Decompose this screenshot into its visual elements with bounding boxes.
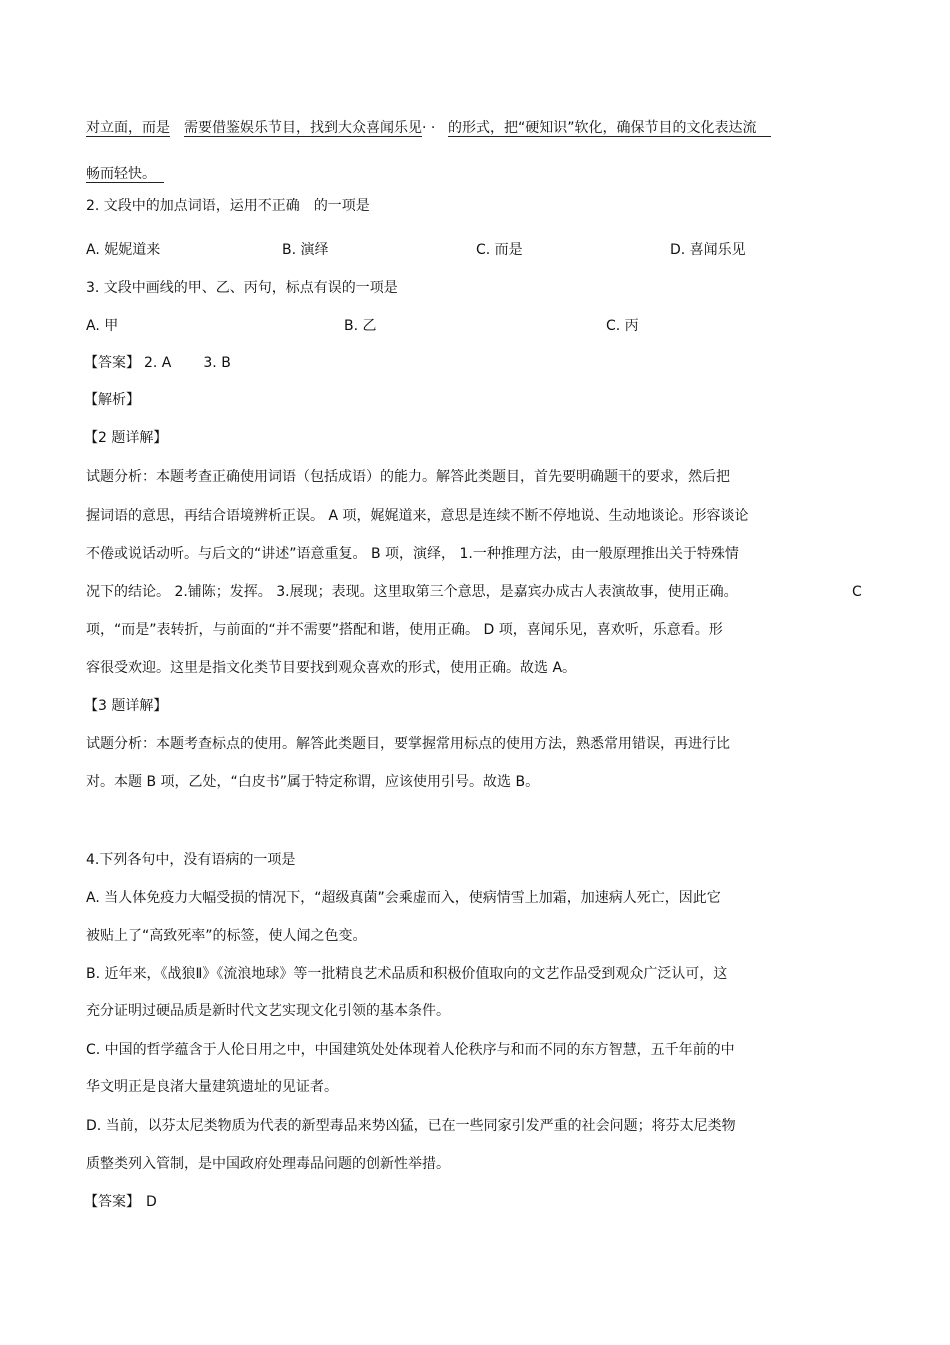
detail-3-line: 试题分析：本题考查标点的使用。解答此类题目，要掌握常用标点的使用方法，熟悉常用错误，再进行比 [86,736,730,752]
question-4-line: 质整类列入管制，是中国政府处理毒品问题的创新性举措。 [86,1156,450,1172]
question-4-line: B. 近年来，《战狼Ⅱ》《流浪地球》等一批精良艺术品质和积极价值取向的文艺作品受到观众广泛认可，这 [86,966,728,982]
detail-2-line: 况下的结论。 2.铺陈；发挥。 3.展现；表现。这里取第三个意思，是嘉宾办成古人表演故事，使用正确。 [86,584,738,600]
detail-2-line: 握词语的意思，再结合语境辨析正误。 A 项，娓娓道来，意思是连续不断不停地说、生动地谈论。形容谈论 [86,508,749,524]
detail-2-line: 项，“而是”表转折，与前面的“并不需要”搭配和谐，使用正确。 D 项，喜闻乐见，喜欢听，乐意看。形 [86,622,723,638]
analysis-heading: 【解析】 [84,392,140,408]
question-2-option-a: A. 妮妮道来 [86,242,161,258]
detail-3-title: 【3 题详解】 [84,698,168,714]
passage-segment-underlined: 需要借鉴娱乐节目，找到大众喜闻乐见 [184,120,422,136]
passage-segment: 对立面，而是 [86,120,170,136]
passage-segment-underlined: 的形式，把“硬知识”软化，确保节目的文化表达流 [448,120,771,137]
answer-line-2: 【答案】 D [84,1194,157,1210]
detail-2-line: 容很受欢迎。这里是指文化类节目要找到观众喜欢的形式，使用正确。故选 A。 [86,660,577,676]
question-3-stem: 3. 文段中画线的甲、乙、丙句，标点有误的一项是 [86,280,398,296]
passage-line-2: 畅而轻快。 [86,164,164,184]
question-4-line: C. 中国的哲学蕴含于人伦日用之中，中国建筑处处体现着人伦秩序与和而不同的东方智慧，五千年前的中 [86,1042,735,1058]
detail-2-title: 【2 题详解】 [84,430,168,446]
question-2-option-b: B. 演绎 [282,242,329,258]
detail-2-line: 试题分析：本题考查正确使用词语（包括成语）的能力。解答此类题目，首先要明确题干的要求，然后把 [86,469,730,485]
detail-2-line-c-letter: C [852,584,862,600]
question-3-option-b: B. 乙 [344,318,377,334]
detail-3-line: 对。本题 B 项，乙处，“白皮书”属于特定称谓，应该使用引号。故选 B。 [86,774,540,790]
question-2-option-d: D. 喜闻乐见 [670,242,746,258]
question-4-line: A. 当人体免疫力大幅受损的情况下，“超级真菌”会乘虚而入，使病情雪上加霜，加速病人死亡，因此它 [86,890,721,906]
question-3-option-c: C. 丙 [606,318,639,334]
emphasis-dots: · · [422,120,436,136]
question-4-line: 充分证明过硬品质是新时代文艺实现文化引领的基本条件。 [86,1003,450,1019]
question-4-line: 被贴上了“高致死率”的标签，使人闻之色变。 [86,928,367,944]
question-4-line: D. 当前，以芬太尼类物质为代表的新型毒品来势凶猛，已在一些同家引发严重的社会问题；将芬太尼类物 [86,1118,736,1134]
question-2-stem: 2. 文段中的加点词语，运用不正确 的一项是 [86,198,370,214]
question-4-line: 华文明正是良渚大量建筑遗址的见证者。 [86,1079,338,1095]
question-2-option-c: C. 而是 [476,242,523,258]
detail-2-line: 不倦或说话动听。与后文的“讲述”语意重复。 B 项，演绎， 1.一种推理方法，由一般原理推出关于特殊情 [86,546,739,562]
question-4-stem: 4.下列各句中，没有语病的一项是 [86,852,296,868]
answer-line-1: 【答案】 2. A 3. B [84,355,231,371]
passage-line-1 [86,118,771,138]
question-3-option-a: A. 甲 [86,318,119,334]
